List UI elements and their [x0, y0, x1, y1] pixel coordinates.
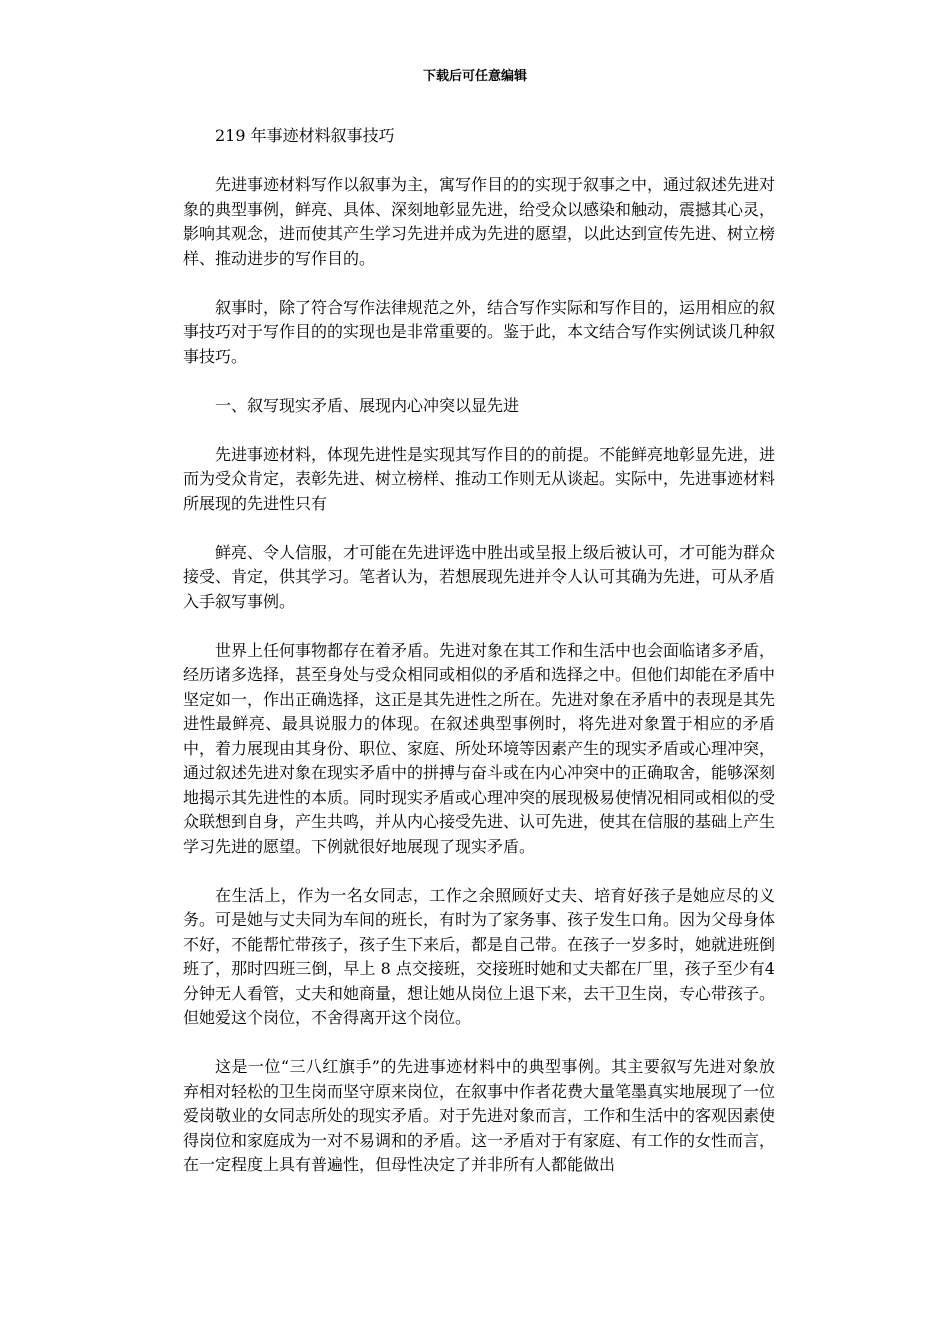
section-heading-1: 一、叙写现实矛盾、展现内心冲突以显先进	[215, 395, 520, 415]
paragraph-contradiction: 世界上任何事物都存在着矛盾。先进对象在其工作和生活中也会面临诸多矛盾，经历诸多选择，甚至身处与受众相同或相似的矛盾和选择之中。但他们却能在矛盾中坚定如一，作出正确选择，这正是其先进性之所在。先进对象在矛盾中的表现是其先进性最鲜亮、最具说服力的体现。在叙述典型事例时，将先进对象置于相应的矛盾中，着力展现由其身份、职位、家庭、所处环境等因素产生的现实矛盾或心理冲突，通过叙述先进对象在现实矛盾中的拼搏与奋斗或在内心冲突中的正确取舍，能够深刻地揭示其先进性的本质。同时现实矛盾或心理冲突的展现极易使情况相同或相似的受众联想到自身，产生共鸣，并从内心接受先进、认可先进，使其在信服的基础上产生学习先进的愿望。下例就很好地展现了现实矛盾。	[183, 640, 776, 856]
paragraph-intro: 先进事迹材料写作以叙事为主，寓写作目的的实现于叙事之中，通过叙述先进对象的典型事例，鲜亮、具体、深刻地彰显先进，给受众以感染和触动，震撼其心灵，影响其观念，进而使其产生学习先进并成为先进的愿望，以此达到宣传先进、树立榜样、推动进步的写作目的。	[183, 175, 776, 268]
paragraph-example: 在生活上，作为一名女同志，工作之余照顾好丈夫、培育好孩子是她应尽的义务。可是她与丈夫同为车间的班长，有时为了家务事、孩子发生口角。因为父母身体不好，不能帮忙带孩子，孩子生下来后，都是自己带。在孩子一岁多时，她就进班倒班了，那时四班三倒，早上 8 点交接班，交接班时她和丈夫都在厂里，孩子至少有4 分钟无人看管，丈夫和她商量，想让她从岗位上退下来，去干卫生岗，专心带孩子。但她爱这个岗位，不舍得离开这个岗位。	[183, 885, 776, 1027]
paragraph-advancement: 先进事迹材料，体现先进性是实现其写作目的的前提。不能鲜亮地彰显先进，进而为受众肯定，表彰先进、树立榜样、推动工作则无从谈起。实际中，先进事迹材料所展现的先进性只有	[183, 444, 776, 513]
paragraph-convincing: 鲜亮、令人信服，才可能在先进评选中胜出或呈报上级后被认可，才可能为群众接受、肯定，供其学习。笔者认为，若想展现先进并令人认可其确为先进，可从矛盾入手叙写事例。	[183, 542, 776, 611]
page-header: 下载后可任意编辑	[422, 69, 527, 84]
paragraph-narrative-skills: 叙事时，除了符合写作法律规范之外，结合写作实际和写作目的，运用相应的叙事技巧对于写作目的的实现也是非常重要的。鉴于此，本文结合写作实例试谈几种叙事技巧。	[183, 297, 776, 366]
document-title: 219 年事迹材料叙事技巧	[215, 126, 395, 145]
paragraph-analysis: 这是一位“三八红旗手”的先进事迹材料中的典型事例。其主要叙写先进对象放弃相对轻松的卫生岗而坚守原来岗位，在叙事中作者花费大量笔墨真实地展现了一位爱岗敬业的女同志所处的现实矛盾。对于先进对象而言，工作和生活中的客观因素使得岗位和家庭成为一对不易调和的矛盾。这一矛盾对于有家庭、有工作的女性而言，在一定程度上具有普遍性，但母性决定了并非所有人都能做出	[183, 1057, 776, 1174]
document-body	[183, 124, 775, 1202]
